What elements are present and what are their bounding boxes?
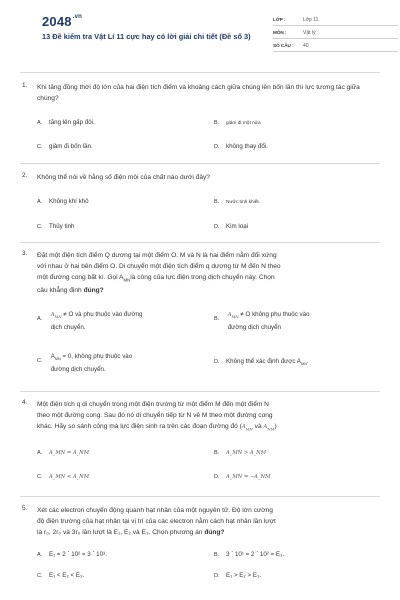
option-text: 3 ˊ 10¹ = 2 ˊ 10² = E₃. [226,551,285,558]
meta-label: LỚP : [273,17,286,22]
question-line: theo một đường cong. Sau đó nó di chuyển tiếp từ N về M theo một đường cong [37,412,273,419]
divider [20,496,380,497]
logo-suffix: .vn [72,14,83,20]
meta-subject-row [273,27,398,39]
emphasis-text: đúng? [204,529,225,536]
meta-value: Lớp 11 [303,16,319,23]
option-b[interactable] [214,310,379,332]
document-meta [273,14,398,53]
subscript: MN [245,426,253,432]
subscript: MN [123,277,131,283]
option-list [37,296,378,384]
option-line: = 0, không phụ thuộc vào [60,353,133,361]
question-line-part: là r₀, 2r₀ và 3r₀ lần lượt là E₁, E₂ và E₃. Chọn phương án [37,529,205,536]
option-math: A_MN = −A_NM [226,474,271,481]
option-letter: D. [214,144,220,150]
option-letter: D. [214,224,220,230]
option-letter: A. [37,120,43,126]
option-text: Kim loại [226,223,249,230]
option-list [37,104,378,148]
question-line-part: ) [274,423,277,430]
option-a[interactable] [37,550,107,560]
divider [20,391,380,392]
option-letter: D. [214,359,220,366]
option-letter: C. [37,474,43,481]
option-text: Nước tinh khiết. [226,200,261,205]
question-line: với nhau ở hai bên điểm O. Di chuyển một điện tích điểm q dương từ M đến N theo [37,263,281,270]
option-line: ≠ O và phụ thuộc vào đường [61,311,143,319]
option-math: A_MN = A_NM [49,450,90,457]
divider [20,163,380,164]
option-text: giảm đi bốn lần. [49,143,93,150]
option-text [51,352,201,374]
option-line: . [306,358,309,366]
option-letter: A. [37,552,43,558]
question-text [37,399,378,434]
subscript: MN [54,357,61,362]
option-letter: B. [214,316,220,323]
option-text [51,310,201,332]
option-math: A_MN > A_NM [226,450,267,457]
question-line-part: là công của lực điện trong dịch chuyển này. Chọn [130,274,275,281]
option-line: đường dịch chuyển. [50,365,106,373]
document-header [20,0,380,75]
option-letter: B. [214,552,220,558]
question-text: Khi tăng đồng thời độ lớn của hai điện tích điểm và khoảng cách giữa chúng lên bốn lần thì lực tương tác giữa chúng? [37,84,360,102]
question-number: 4. [22,399,28,406]
emphasis-text: đúng? [83,287,104,295]
option-text: Thủy tinh [49,223,75,230]
math-symbol: A [50,312,55,319]
meta-value: 40 [303,42,309,49]
option-c[interactable] [37,142,93,152]
option-letter: A. [37,199,43,205]
option-letter: A. [37,450,43,457]
option-a[interactable] [37,197,89,207]
logo-text: 2048 [42,14,72,29]
question-2 [22,172,378,233]
option-b[interactable] [214,550,284,560]
option-text: E₁ = 2 ˊ 10² = 3 ˊ 10³. [49,551,107,558]
option-d[interactable] [214,571,261,581]
option-text: không thay đổi. [226,143,268,150]
option-letter: C. [37,224,43,230]
option-letter: C. [37,358,43,365]
option-b[interactable] [214,197,260,208]
question-line [37,272,378,285]
option-a[interactable] [37,310,202,332]
option-text: E₁ < E₂ < E₃. [49,572,85,579]
option-list [37,434,378,494]
option-line: đường dịch chuyển [227,323,281,331]
question-text: Không thể nói về hằng số điện môi của chất nào dưới đây? [37,174,210,181]
option-line: Không thể xác định được A [226,358,301,366]
option-letter: B. [214,120,220,126]
option-math: A_MN < A_NM [49,474,90,481]
option-d[interactable] [214,142,268,152]
meta-label: SỐ CÂU : [273,43,294,48]
option-d[interactable] [214,222,248,232]
math-symbol: A [227,312,232,319]
option-line: dịch chuyển. [50,323,86,331]
option-text [226,357,309,369]
option-text [228,310,378,332]
subscript: MN [54,314,62,320]
document-title: 13 Đề kiểm tra Vật Lí 11 cực hay có lời giải chi tiết (Đề số 3) [42,32,251,41]
meta-label: MÔN : [273,30,287,35]
question-text [37,250,378,296]
option-letter: C. [37,144,43,150]
option-b[interactable] [214,118,261,129]
question-5 [22,505,378,588]
math-symbol: A [241,424,246,430]
divider [20,72,380,73]
question-line: Xét các electron chuyển động quanh hạt nhân của một nguyên tử. Độ lớn cường [37,507,273,514]
option-c[interactable] [37,222,74,232]
question-line-part: và [252,423,264,430]
question-1 [22,82,378,148]
question-text [37,505,378,538]
question-3 [22,250,378,384]
subscript: MN [231,314,239,320]
option-d[interactable] [214,357,309,369]
question-line: Đặt một điện tích điểm Q dương tại một điểm O. M và N là hai điểm nằm đối xứng [37,252,277,259]
question-line [37,285,378,296]
option-c[interactable] [37,352,202,374]
option-list [37,538,378,588]
option-c[interactable] [37,472,89,482]
option-letter: B. [214,199,220,205]
option-letter: A. [37,316,43,323]
question-number: 1. [22,82,28,89]
subscript: MN [300,362,307,367]
option-c[interactable] [37,571,84,581]
option-letter: D. [214,573,220,579]
math-symbol: A [50,353,55,361]
question-line-part: một đường cong bất kì. Gọi A [37,274,124,281]
option-letter: B. [214,450,220,457]
option-text: giảm đi một nửa [226,121,261,126]
question-number: 5. [22,505,28,512]
option-b[interactable] [214,448,266,458]
option-letter: D. [214,474,220,481]
subscript: NM [267,426,275,432]
question-line: độ điện trường của hạt nhân tại vị trí của các electron nằm cách hạt nhân lần lượt [37,518,276,525]
question-number: 2. [22,172,28,179]
question-line [37,527,378,538]
option-letter: C. [37,573,43,579]
option-text: tăng lên gấp đôi. [49,119,95,126]
meta-class-row [273,14,398,26]
question-number: 3. [22,250,28,257]
option-a[interactable] [37,448,89,458]
option-text: Không khí khô [49,198,89,205]
option-line: ≠ O không phụ thuộc vào [238,311,310,319]
question-line [37,421,378,434]
math-symbol: A [263,424,268,430]
meta-count-row [273,40,398,52]
meta-value: Vật lý [303,29,316,36]
question-line-part: khác. Hãy so sánh công mà lực điện sinh ra trên các đoạn đường đó ( [37,423,242,430]
question-line-part: câu khẳng định [37,287,84,295]
site-logo[interactable] [42,14,82,29]
option-text: E₁ > E₂ > E₃. [226,572,262,579]
divider [20,242,380,243]
option-d[interactable] [214,472,270,482]
question-4 [22,399,378,494]
option-a[interactable] [37,118,95,128]
question-line: Một điện tích q di chuyển trong một điện trường từ một điểm M đến một điểm N [37,401,269,408]
option-list [37,183,378,233]
